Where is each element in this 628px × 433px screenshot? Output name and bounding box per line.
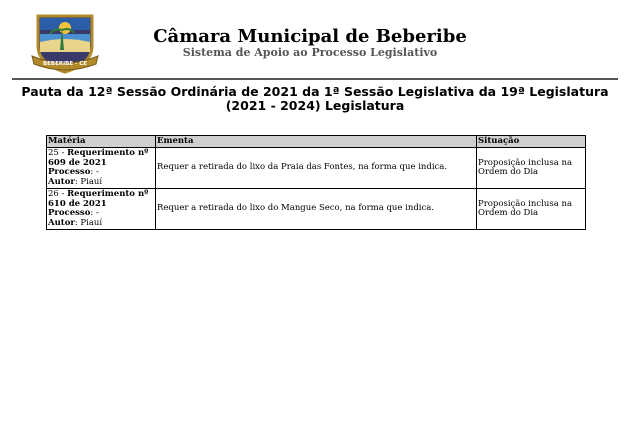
municipal-crest-logo bbox=[30, 12, 100, 76]
header-divider bbox=[12, 78, 618, 80]
processo-value: : - bbox=[90, 167, 99, 177]
cell-materia bbox=[47, 189, 156, 230]
table-header-row bbox=[47, 136, 586, 148]
page-title: Câmara Municipal de Beberibe bbox=[153, 26, 467, 47]
processo-label: Processo bbox=[48, 208, 91, 218]
cell-ementa: Requer a retirada do lixo da Praia das Fontes, na forma que indica. bbox=[156, 148, 477, 189]
cell-materia bbox=[47, 148, 156, 189]
autor-label: Autor bbox=[48, 217, 75, 228]
page-subtitle: Sistema de Apoio ao Processo Legislativo bbox=[182, 46, 438, 59]
col-header-ementa: Ementa bbox=[156, 136, 477, 148]
materia-link[interactable]: Requerimento nº 609 de 2021 bbox=[48, 148, 149, 168]
cell-situacao: Proposição inclusa na Ordem do Dia bbox=[477, 148, 586, 189]
page-header bbox=[0, 0, 628, 80]
col-header-materia: Matéria bbox=[47, 136, 156, 148]
cell-situacao: Proposição inclusa na Ordem do Dia bbox=[477, 189, 586, 230]
autor-value: : Piauí bbox=[74, 176, 103, 187]
pauta-table bbox=[46, 135, 586, 230]
pauta-title: Pauta da 12ª Sessão Ordinária de 2021 da 1ª Sessão Legislativa da 19ª Legislatura (2021 - 2024) Legislatura bbox=[21, 84, 609, 113]
materia-link[interactable]: Requerimento nº 610 de 2021 bbox=[48, 189, 149, 209]
autor-label: Autor bbox=[48, 176, 75, 187]
processo-label: Processo bbox=[48, 167, 91, 177]
autor-value: : Piauí bbox=[74, 217, 103, 228]
logo-text: BEBERIBE - CE bbox=[42, 61, 88, 67]
processo-value: : - bbox=[90, 208, 99, 218]
table-row bbox=[47, 148, 586, 189]
col-header-situacao: Situação bbox=[477, 136, 586, 148]
cell-ementa: Requer a retirada do lixo do Mangue Seco, na forma que indica. bbox=[156, 189, 477, 230]
row-number: 26 - bbox=[48, 189, 68, 199]
table-row bbox=[47, 189, 586, 230]
row-number: 25 - bbox=[48, 148, 68, 158]
